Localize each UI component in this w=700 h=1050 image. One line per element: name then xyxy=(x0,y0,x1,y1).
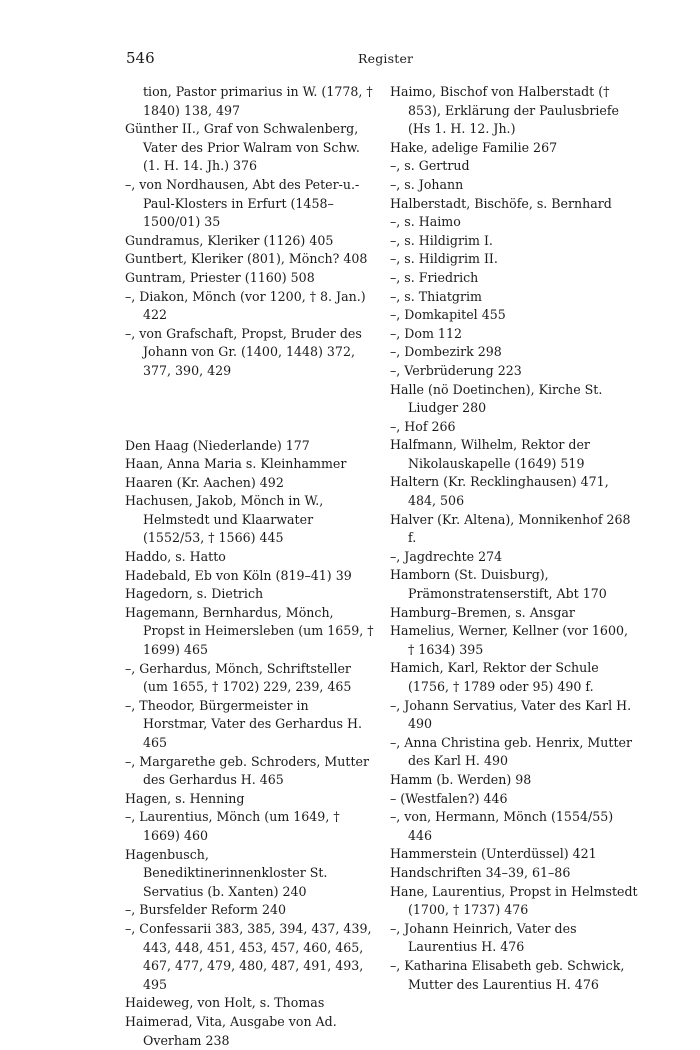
index-entry: Haimerad, Vita, Ausgabe von Ad. Overham 238 xyxy=(125,1013,337,1048)
index-entry: Hachusen, Jakob, Mönch in W., Helmstedt und Klaarwater (1552/53, † 1566) 445 xyxy=(125,493,324,546)
index-entry: Hagen, s. Henning xyxy=(125,790,245,806)
index-entry: Hamm (b. Werden) 98 xyxy=(390,771,532,787)
index-entry: –, s. Thiatgrim xyxy=(390,288,482,304)
index-entry: Haaren (Kr. Aachen) 492 xyxy=(125,474,284,490)
index-entry: Hamich, Karl, Rektor der Schule (1756, † 1789 oder 95) 490 f. xyxy=(390,660,599,694)
index-entry: Handschriften 34–39, 61–86 xyxy=(390,864,571,880)
index-entry: –, Katharina Elisabeth geb. Schwick, Mutter des Laurentius H. 476 xyxy=(390,957,625,992)
left-column xyxy=(125,83,375,1050)
index-entry: –, Hof 266 xyxy=(390,418,456,434)
index-entry: –, Jagdrechte 274 xyxy=(390,548,503,564)
index-entry: –, Anna Christina geb. Henrix, Mutter des Karl H. 490 xyxy=(390,734,632,769)
index-entry: Haimo, Bischof von Halberstadt († 853), Erklärung der Paulusbriefe (Hs 1. H. 12. Jh.) xyxy=(390,84,619,137)
index-entry: –, s. Friedrich xyxy=(390,269,479,285)
index-entry: Hagenbusch, Benediktinerinnenkloster St. Servatius (b. Xanten) 240 xyxy=(125,846,328,899)
index-entry: Halberstadt, Bischöfe, s. Bernhard xyxy=(390,195,612,211)
index-entry: Hagemann, Bernhardus, Mönch, Propst in Heimersleben (um 1659, † 1699) 465 xyxy=(125,604,374,658)
index-entry: –, Johann Heinrich, Vater des Laurentius H. 476 xyxy=(390,920,577,955)
index-entry: Halle (nö Doetinchen), Kirche St. Liudger 280 xyxy=(390,381,603,416)
page-header xyxy=(0,0,700,80)
page-number: 546 xyxy=(126,49,155,67)
index-entry: –, Margarethe geb. Schroders, Mutter des Gerhardus H. 465 xyxy=(125,753,369,788)
index-entry: Den Haag (Niederlande) 177 xyxy=(125,437,310,453)
index-entry: –, von, Hermann, Mönch (1554/55) 446 xyxy=(390,809,614,843)
index-entry: Haltern (Kr. Recklinghausen) 471, 484, 506 xyxy=(390,474,609,509)
index-entry: –, Dom 112 xyxy=(390,325,462,341)
index-entry: Halfmann, Wilhelm, Rektor der Nikolauskapelle (1649) 519 xyxy=(390,437,590,471)
index-entry: –, s. Johann xyxy=(390,176,464,192)
index-entry: –, Verbrüderung 223 xyxy=(390,362,522,378)
index-entry: Gundramus, Kleriker (1126) 405 xyxy=(125,232,334,248)
index-entry: –, s. Haimo xyxy=(390,214,461,230)
index-entry: –, von Nordhausen, Abt des Peter-u.-Paul-Klosters in Erfurt (1458–1500/01) 35 xyxy=(125,176,360,230)
section-gap xyxy=(125,381,375,437)
index-entry: –, Laurentius, Mönch (um 1649, † 1669) 460 xyxy=(125,809,340,843)
index-entry: –, s. Gertrud xyxy=(390,158,470,174)
index-entry: Günther II., Graf von Schwalenberg, Vater des Prior Walram von Schw. (1. H. 14. Jh.) 376 xyxy=(125,121,360,174)
index-entry: Haddo, s. Hatto xyxy=(125,549,226,565)
index-entry: Hamborn (St. Duisburg), Prämonstratenserstift, Abt 170 xyxy=(390,567,607,602)
index-entry: Hagedorn, s. Dietrich xyxy=(125,586,264,602)
index-entry: –, Theodor, Bürgermeister in Horstmar, Vater des Gerhardus H. 465 xyxy=(125,697,362,750)
index-entry: –, Bursfelder Reform 240 xyxy=(125,902,287,918)
index-entry: –, Johann Servatius, Vater des Karl H. 490 xyxy=(390,697,632,732)
index-entry: Haan, Anna Maria s. Kleinhammer xyxy=(125,456,347,472)
index-entry: Hane, Laurentius, Propst in Helmstedt (1700, † 1737) 476 xyxy=(390,883,638,918)
index-entry: Hamburg–Bremen, s. Ansgar xyxy=(390,604,575,620)
index-entry: –, Domkapitel 455 xyxy=(390,307,506,323)
index-entry: Guntram, Priester (1160) 508 xyxy=(125,269,315,285)
index-entry: Guntbert, Kleriker (801), Mönch? 408 xyxy=(125,251,368,267)
index-entry: –, s. Hildigrim II. xyxy=(390,251,498,267)
index-entry: –, Confessarii 383, 385, 394, 437, 439, 443, 448, 451, 453, 457, 460, 465, 467, 477, 479, 480, 487, 491, 493, 495 xyxy=(125,920,372,992)
index-entry: Hamelius, Werner, Kellner (vor 1600, † 1634) 395 xyxy=(390,623,628,657)
index-entry: –, Diakon, Mönch (vor 1200, † 8. Jan.) 422 xyxy=(125,288,366,323)
index-entry: Hammerstein (Unterdüssel) 421 xyxy=(390,846,597,862)
index-entry: tion, Pastor primarius in W. (1778, † 1840) 138, 497 xyxy=(143,84,373,118)
index-entry: – (Westfalen?) 446 xyxy=(390,790,508,806)
index-entry: Hadebald, Eb von Köln (819–41) 39 xyxy=(125,567,352,583)
index-entry: –, von Grafschaft, Propst, Bruder des Johann von Gr. (1400, 1448) 372, 377, 390, 429 xyxy=(125,325,362,378)
index-entry: Haideweg, von Holt, s. Thomas xyxy=(125,995,325,1011)
index-entry: Hake, adelige Familie 267 xyxy=(390,139,558,155)
index-entry: Halver (Kr. Altena), Monnikenhof 268 f. xyxy=(390,511,631,546)
index-entry: –, Dombezirk 298 xyxy=(390,344,502,360)
right-column xyxy=(390,83,638,994)
running-head: Register xyxy=(358,51,414,66)
index-entry: –, Gerhardus, Mönch, Schriftsteller (um 1655, † 1702) 229, 239, 465 xyxy=(125,660,352,695)
index-entry: –, s. Hildigrim I. xyxy=(390,232,493,248)
